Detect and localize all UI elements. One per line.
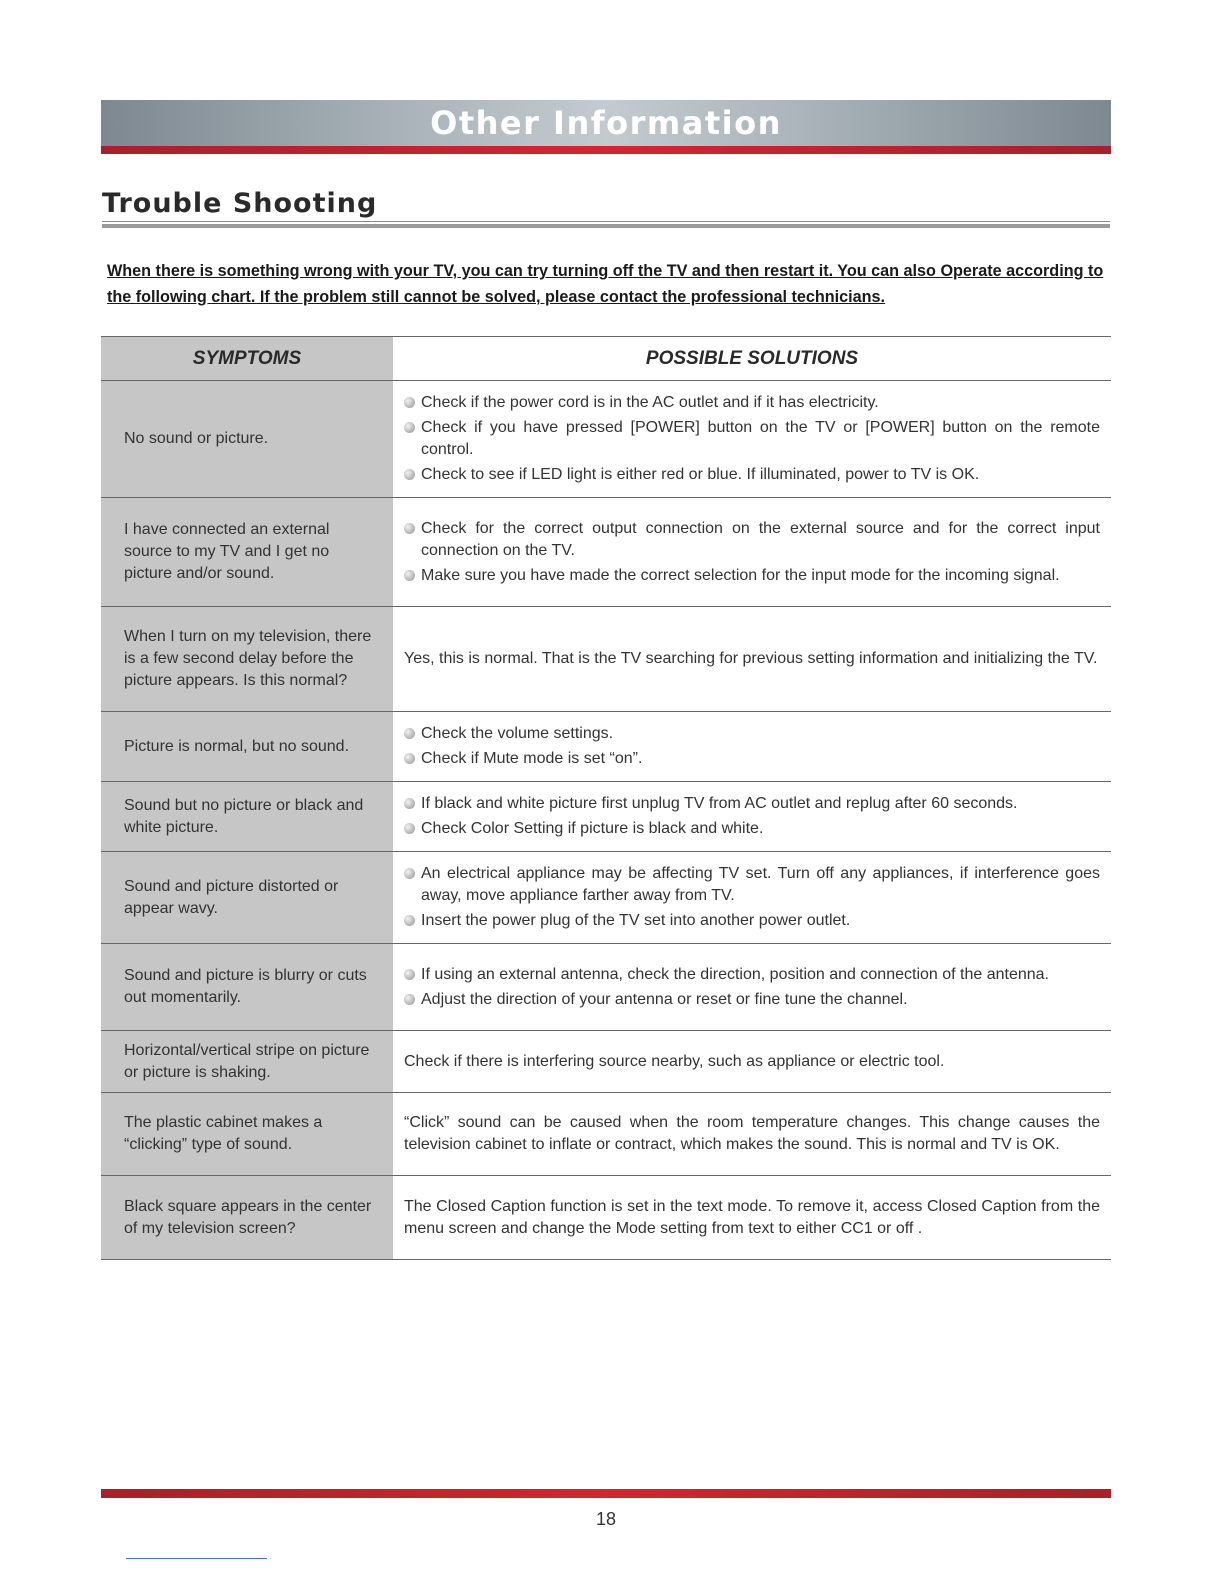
table-row [101,498,1111,607]
solution-text: Check Color Setting if picture is black and white. [421,820,764,837]
section-banner [101,100,1111,146]
solution-text: Insert the power plug of the TV set into another power outlet. [421,912,851,929]
symptoms-header: SYMPTOMS [101,337,393,381]
table-row [101,381,1111,498]
solution-text: Adjust the direction of your antenna or reset or fine tune the channel. [421,990,908,1008]
footer-accent-bar [101,1489,1111,1498]
solution-cell [393,712,1111,782]
solution-cell [393,381,1111,498]
bullet-icon [404,728,415,739]
solution-text: Check if the power cord is in the AC outlet and if it has electricity. [421,394,879,411]
bullet-icon [404,753,415,764]
solution-text: Check to see if LED light is either red or blue. If illuminated, power to TV is OK. [421,466,980,483]
solution-item [404,818,1100,840]
table-row [101,852,1111,944]
bullet-icon [404,823,415,834]
symptom-cell: Horizontal/vertical stripe on picture or picture is shaking. [101,1031,393,1093]
table-row [101,944,1111,1031]
symptom-cell: I have connected an external source to my TV and I get no picture and/or sound. [101,498,393,607]
solution-item [404,793,1100,815]
solution-text: Check if you have pressed [POWER] button on the TV or [POWER] button on the remote control. [421,419,1100,458]
bullet-icon [404,469,415,480]
solution-text: Check if Mute mode is set “on”. [421,750,643,767]
bullet-icon [404,798,415,809]
solution-item [404,964,1100,986]
table-row [101,607,1111,712]
bullet-icon [404,915,415,926]
bullet-icon [404,397,415,408]
table-row [101,1093,1111,1176]
solution-item [404,464,1100,486]
solution-cell [393,852,1111,944]
troubleshooting-table [101,336,1111,1260]
solution-item [404,417,1100,461]
banner-accent-bar [101,146,1111,154]
solution-item [404,863,1100,907]
table-row [101,1176,1111,1260]
solution-cell: “Click” sound can be caused when the room temperature changes. This change causes the television cabinet to inflate or contract, which makes the sound. This is normal and TV is OK. [393,1093,1111,1176]
solution-item [404,565,1100,587]
symptom-cell: Sound and picture is blurry or cuts out momentarily. [101,944,393,1031]
page-number: 18 [595,1509,617,1529]
solution-item [404,989,1100,1011]
solution-text: Check the volume settings. [421,725,614,742]
banner-title: Other Information [430,104,782,142]
bullet-icon [404,523,415,534]
bullet-icon [404,868,415,879]
symptom-cell: When I turn on my television, there is a few second delay before the picture appears. Is this normal? [101,607,393,712]
title-rule-thick [102,224,1110,228]
solution-cell: Yes, this is normal. That is the TV searching for previous setting information and initializing the TV. [393,607,1111,712]
solution-item [404,392,1100,414]
solution-cell [393,944,1111,1031]
solution-cell [393,782,1111,852]
solution-item [404,723,1100,745]
solution-text: An electrical appliance may be affecting TV set. Turn off any appliances, if interference goes away, move appliance farther away from TV. [421,865,1100,904]
bullet-icon [404,994,415,1005]
solution-cell: The Closed Caption function is set in the text mode. To remove it, access Closed Caption from the menu screen and change the Mode setting from text to either CC1 or off . [393,1176,1111,1260]
symptom-cell: Sound but no picture or black and white picture. [101,782,393,852]
table-row [101,712,1111,782]
symptom-cell: No sound or picture. [101,381,393,498]
solution-cell [393,498,1111,607]
intro-text: When there is something wrong with your TV, you can try turning off the TV and then restart it. You can also Operate according to the following chart. If the problem still cannot be solved, please contact the professional technicians. [107,262,1104,306]
solution-cell: Check if there is interfering source nearby, such as appliance or electric tool. [393,1031,1111,1093]
bullet-icon [404,969,415,980]
symptom-cell: Black square appears in the center of my television screen? [101,1176,393,1260]
footnote-rule [126,1558,267,1559]
symptom-cell: Picture is normal, but no sound. [101,712,393,782]
solutions-header: POSSIBLE SOLUTIONS [393,337,1111,381]
symptom-cell: The plastic cabinet makes a “clicking” type of sound. [101,1093,393,1176]
bullet-icon [404,422,415,433]
table-row [101,782,1111,852]
bullet-icon [404,570,415,581]
solution-text: Make sure you have made the correct selection for the input mode for the incoming signal. [421,566,1060,584]
symptom-cell: Sound and picture distorted or appear wavy. [101,852,393,944]
page-title: Trouble Shooting [102,188,378,219]
title-rule-thin [102,221,1110,222]
solution-item [404,910,1100,932]
solution-text: Check for the correct output connection on the external source and for the correct input connection on the TV. [421,519,1100,559]
table-row [101,1031,1111,1093]
solution-item [404,518,1100,562]
solution-text: If black and white picture first unplug TV from AC outlet and replug after 60 seconds. [421,795,1018,812]
table-header-row [101,337,1111,381]
solution-item [404,748,1100,770]
solution-text: If using an external antenna, check the direction, position and connection of the antenna. [421,965,1049,983]
